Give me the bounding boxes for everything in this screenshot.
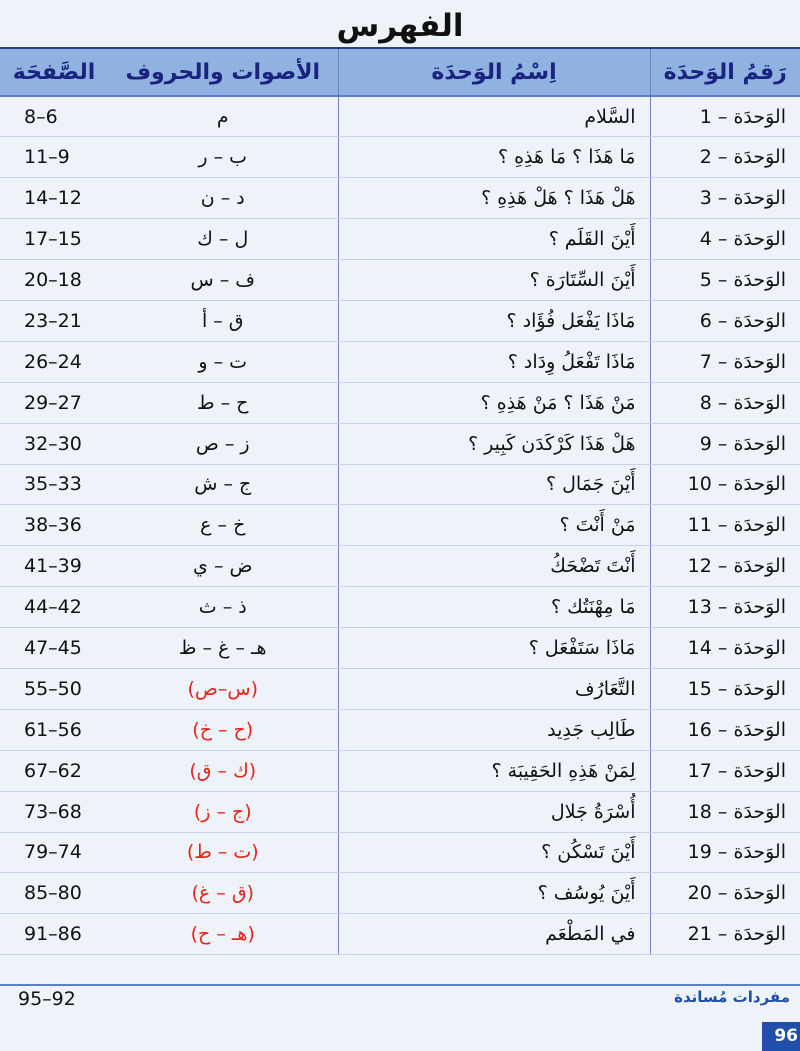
row-pages: 67–62 — [0, 750, 108, 791]
row-unit-name: أَيْنَ السِّتَارَة ؟ — [338, 260, 650, 301]
row-sounds: (ج – ز) — [108, 791, 338, 832]
row-pages: 85–80 — [0, 873, 108, 914]
table-row — [0, 791, 800, 832]
row-sounds: ل – ك — [108, 219, 338, 260]
row-unit-number: الوَحدَة – 19 — [650, 832, 800, 873]
row-sounds: ت – و — [108, 341, 338, 382]
row-pages: 8–6 — [0, 96, 108, 137]
table-row — [0, 219, 800, 260]
row-pages: 35–33 — [0, 464, 108, 505]
row-sounds: (س–ص) — [108, 668, 338, 709]
table-row — [0, 423, 800, 464]
row-unit-number: الوَحدَة – 20 — [650, 873, 800, 914]
footer-pages: 95–92 — [18, 988, 76, 1010]
table-row — [0, 96, 800, 137]
row-sounds: (ح – خ) — [108, 709, 338, 750]
table-row — [0, 587, 800, 628]
page-number: 96 — [762, 1022, 800, 1051]
row-sounds: ج – ش — [108, 464, 338, 505]
row-sounds: هـ – غ – ظ — [108, 628, 338, 669]
row-unit-number: الوَحدَة – 3 — [650, 178, 800, 219]
row-unit-name: لِمَنْ هَذِهِ الحَقِيبَة ؟ — [338, 750, 650, 791]
row-unit-name: مَنْ هَذَا ؟ مَنْ هَذِهِ ؟ — [338, 382, 650, 423]
row-sounds: (ق – غ) — [108, 873, 338, 914]
table-row — [0, 300, 800, 341]
row-unit-number: الوَحدَة – 4 — [650, 219, 800, 260]
row-pages: 14–12 — [0, 178, 108, 219]
row-unit-name: في المَطْعَم — [338, 914, 650, 955]
table-row — [0, 750, 800, 791]
row-unit-name: مَاذَا تَفْعَلُ وِدَاد ؟ — [338, 341, 650, 382]
row-sounds: د – ن — [108, 178, 338, 219]
table-row — [0, 137, 800, 178]
row-unit-number: الوَحدَة – 5 — [650, 260, 800, 301]
row-pages: 17–15 — [0, 219, 108, 260]
table-row — [0, 464, 800, 505]
row-pages: 41–39 — [0, 546, 108, 587]
footer-label: مفردات مُساندة — [674, 988, 790, 1006]
row-unit-name: مَنْ أَنْتَ ؟ — [338, 505, 650, 546]
row-sounds: ض – ي — [108, 546, 338, 587]
row-unit-number: الوَحدَة – 2 — [650, 137, 800, 178]
row-unit-name: أَيْنَ جَمَال ؟ — [338, 464, 650, 505]
row-pages: 32–30 — [0, 423, 108, 464]
table-row — [0, 341, 800, 382]
row-sounds: (هـ – ح) — [108, 914, 338, 955]
row-sounds: (ك – ق) — [108, 750, 338, 791]
row-unit-number: الوَحدَة – 7 — [650, 341, 800, 382]
row-unit-name: هَلْ هَذَا كَرْكَدَن كَبِير ؟ — [338, 423, 650, 464]
header-sounds: الأصوات والحروف — [108, 49, 338, 96]
row-unit-name: أُسْرَةُ جَلال — [338, 791, 650, 832]
table-header-row — [0, 49, 800, 96]
row-pages: 20–18 — [0, 260, 108, 301]
row-unit-name: أَيْنَ تَسْكُن ؟ — [338, 832, 650, 873]
row-unit-number: الوَحدَة – 15 — [650, 668, 800, 709]
row-sounds: م — [108, 96, 338, 137]
row-sounds: ز – ص — [108, 423, 338, 464]
row-sounds: ب – ر — [108, 137, 338, 178]
row-pages: 23–21 — [0, 300, 108, 341]
row-unit-number: الوَحدَة – 21 — [650, 914, 800, 955]
row-pages: 55–50 — [0, 668, 108, 709]
table-row — [0, 178, 800, 219]
row-pages: 91–86 — [0, 914, 108, 955]
row-unit-name: أَنْتَ تَضْحَكُ — [338, 546, 650, 587]
row-unit-name: هَلْ هَذَا ؟ هَلْ هَذِهِ ؟ — [338, 178, 650, 219]
table-body — [0, 96, 800, 955]
table-row — [0, 382, 800, 423]
header-unit-name: اِسْمُ الوَحدَة — [338, 49, 650, 96]
row-unit-number: الوَحدَة – 10 — [650, 464, 800, 505]
row-sounds: (ت – ط) — [108, 832, 338, 873]
row-unit-number: الوَحدَة – 18 — [650, 791, 800, 832]
table-row — [0, 873, 800, 914]
row-pages: 79–74 — [0, 832, 108, 873]
footer-divider — [0, 984, 800, 986]
row-pages: 73–68 — [0, 791, 108, 832]
row-unit-number: الوَحدَة – 8 — [650, 382, 800, 423]
row-unit-name: مَاذَا سَتَفْعَل ؟ — [338, 628, 650, 669]
row-unit-number: الوَحدَة – 16 — [650, 709, 800, 750]
row-unit-number: الوَحدَة – 11 — [650, 505, 800, 546]
row-pages: 26–24 — [0, 341, 108, 382]
row-unit-name: مَاذَا يَفْعَل فُؤَاد ؟ — [338, 300, 650, 341]
row-unit-name: مَا مِهْنَتُك ؟ — [338, 587, 650, 628]
table-row — [0, 260, 800, 301]
row-unit-name: التَّعَارُف — [338, 668, 650, 709]
row-unit-number: الوَحدَة – 17 — [650, 750, 800, 791]
row-unit-number: الوَحدَة – 9 — [650, 423, 800, 464]
header-unit-number: رَقمُ الوَحدَة — [650, 49, 800, 96]
row-pages: 11–9 — [0, 137, 108, 178]
table-row — [0, 668, 800, 709]
row-unit-name: مَا هَذَا ؟ مَا هَذِهِ ؟ — [338, 137, 650, 178]
table-row — [0, 546, 800, 587]
row-unit-number: الوَحدَة – 14 — [650, 628, 800, 669]
row-pages: 44–42 — [0, 587, 108, 628]
row-pages: 29–27 — [0, 382, 108, 423]
table-row — [0, 628, 800, 669]
row-pages: 47–45 — [0, 628, 108, 669]
row-sounds: ذ – ث — [108, 587, 338, 628]
page-title: الفهرس — [336, 8, 464, 44]
row-unit-number: الوَحدَة – 13 — [650, 587, 800, 628]
row-unit-name: السَّلام — [338, 96, 650, 137]
row-sounds: خ – ع — [108, 505, 338, 546]
table-row — [0, 709, 800, 750]
row-unit-number: الوَحدَة – 12 — [650, 546, 800, 587]
row-sounds: ح – ط — [108, 382, 338, 423]
row-sounds: ف – س — [108, 260, 338, 301]
row-pages: 61–56 — [0, 709, 108, 750]
row-unit-number: الوَحدَة – 6 — [650, 300, 800, 341]
table-row — [0, 832, 800, 873]
table-row — [0, 505, 800, 546]
row-unit-name: أَيْنَ القَلَم ؟ — [338, 219, 650, 260]
row-unit-number: الوَحدَة – 1 — [650, 96, 800, 137]
header-page: الصَّفحَة — [0, 49, 108, 96]
row-unit-name: أَيْنَ يُوسُف ؟ — [338, 873, 650, 914]
row-unit-name: طَالِب جَدِيد — [338, 709, 650, 750]
table-row — [0, 914, 800, 955]
row-pages: 38–36 — [0, 505, 108, 546]
table-of-contents — [0, 49, 800, 955]
row-sounds: ق – أ — [108, 300, 338, 341]
